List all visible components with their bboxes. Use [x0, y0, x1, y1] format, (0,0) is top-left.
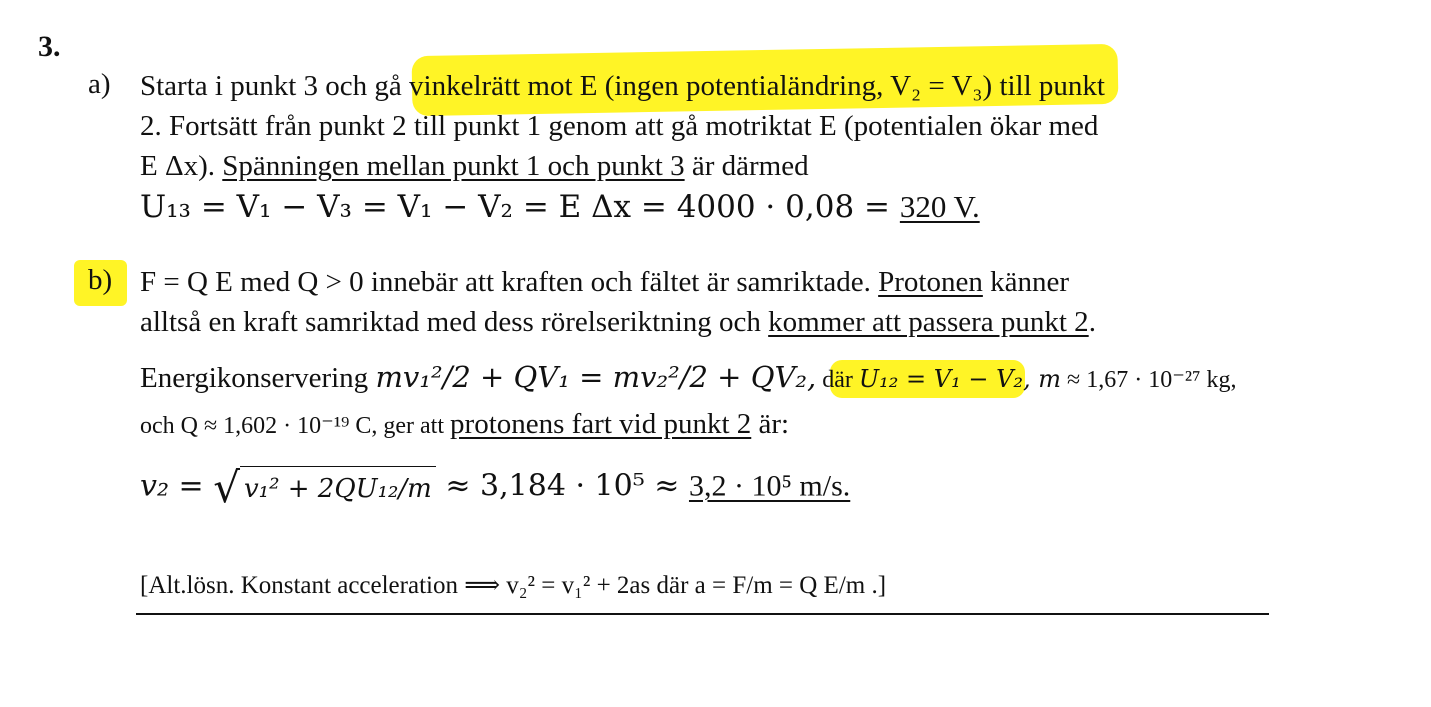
mass-value: ≈ 1,67 · 10⁻²⁷ kg, [1061, 367, 1237, 393]
alternative-solution: [Alt.lösn. Konstant acceleration ⟹ v₂² = v₁² + 2as där a = F/m = Q E/m .] [140, 572, 887, 599]
dar-word: där [816, 367, 859, 393]
energy-conservation-label: Energikonservering [140, 362, 369, 394]
velocity-result: 3,2 · 10⁵ m/s. [688, 469, 851, 503]
velocity-lhs: v₂ = [140, 468, 214, 504]
bottom-rule [136, 613, 1269, 615]
part-b-line-2-pre: alltså en kraft samriktad med dess rörelseriktning och [140, 306, 769, 338]
part-a-line-3-underlined: Spänningen mellan punkt 1 och punkt 3 [222, 150, 685, 182]
part-b-line-2-underlined: kommer att passera punkt 2 [768, 306, 1089, 338]
part-a-line-1-highlight: gå vinkelrätt mot E (ingen potentialändring, V₂ = V₃) [374, 70, 993, 102]
part-a-line-2: 2. Fortsätt från punkt 2 till punkt 1 genom att gå motriktat E (potentialen ökar med [140, 110, 1099, 142]
part-b-line-1-underlined: Protonen [878, 266, 983, 298]
part-a-equation-text: U₁₃ = V₁ − V₃ = V₁ − V₂ = E Δx = 4000 · 0,08 = [140, 189, 900, 225]
part-a-line-1 [140, 66, 1105, 106]
part-b-line-4 [140, 404, 789, 446]
part-b-line-1-pre: F = Q E med Q > 0 innebär att kraften och fältet är samriktade. [140, 266, 879, 298]
part-a-line-1-pre: Starta i punkt 3 och [140, 70, 375, 102]
highlighted-formula: U₁₂ = V₁ − V₂, m [858, 365, 1062, 393]
problem-number: 3. [38, 30, 61, 63]
part-a-line-3 [140, 146, 809, 186]
part-b-label: b) [88, 264, 113, 296]
part-b-line-4-underlined: protonens fart vid punkt 2 [450, 408, 752, 440]
part-a-result: 320 V. [899, 189, 980, 224]
radicand: v₁² + 2QU₁₂/m [240, 466, 436, 509]
part-a-line-3-pre: E Δx). [140, 150, 223, 182]
part-b-line-1 [140, 262, 1069, 302]
part-b-line-4-post: är: [751, 408, 790, 440]
velocity-approx: ≈ 3,184 · 10⁵ ≈ [435, 468, 689, 504]
part-a-label: a) [88, 68, 111, 100]
part-a-line-1-post: till punkt [992, 70, 1105, 102]
energy-equation: mv₁²/2 + QV₁ = mv₂²/2 + QV₂, [375, 360, 817, 394]
part-b-line-4-pre: och Q ≈ 1,602 · 10⁻¹⁹ C, ger att [140, 413, 451, 439]
part-b-line-1-post: känner [982, 266, 1070, 298]
part-b-line-3 [140, 357, 1236, 400]
square-root [213, 462, 436, 512]
part-b-line-2-post: . [1088, 306, 1096, 338]
part-a-line-3-post: är därmed [684, 150, 809, 182]
radical-sign: √ [213, 462, 240, 512]
part-b-line-2 [140, 302, 1096, 342]
velocity-equation [140, 462, 851, 512]
part-a-equation [140, 187, 980, 227]
